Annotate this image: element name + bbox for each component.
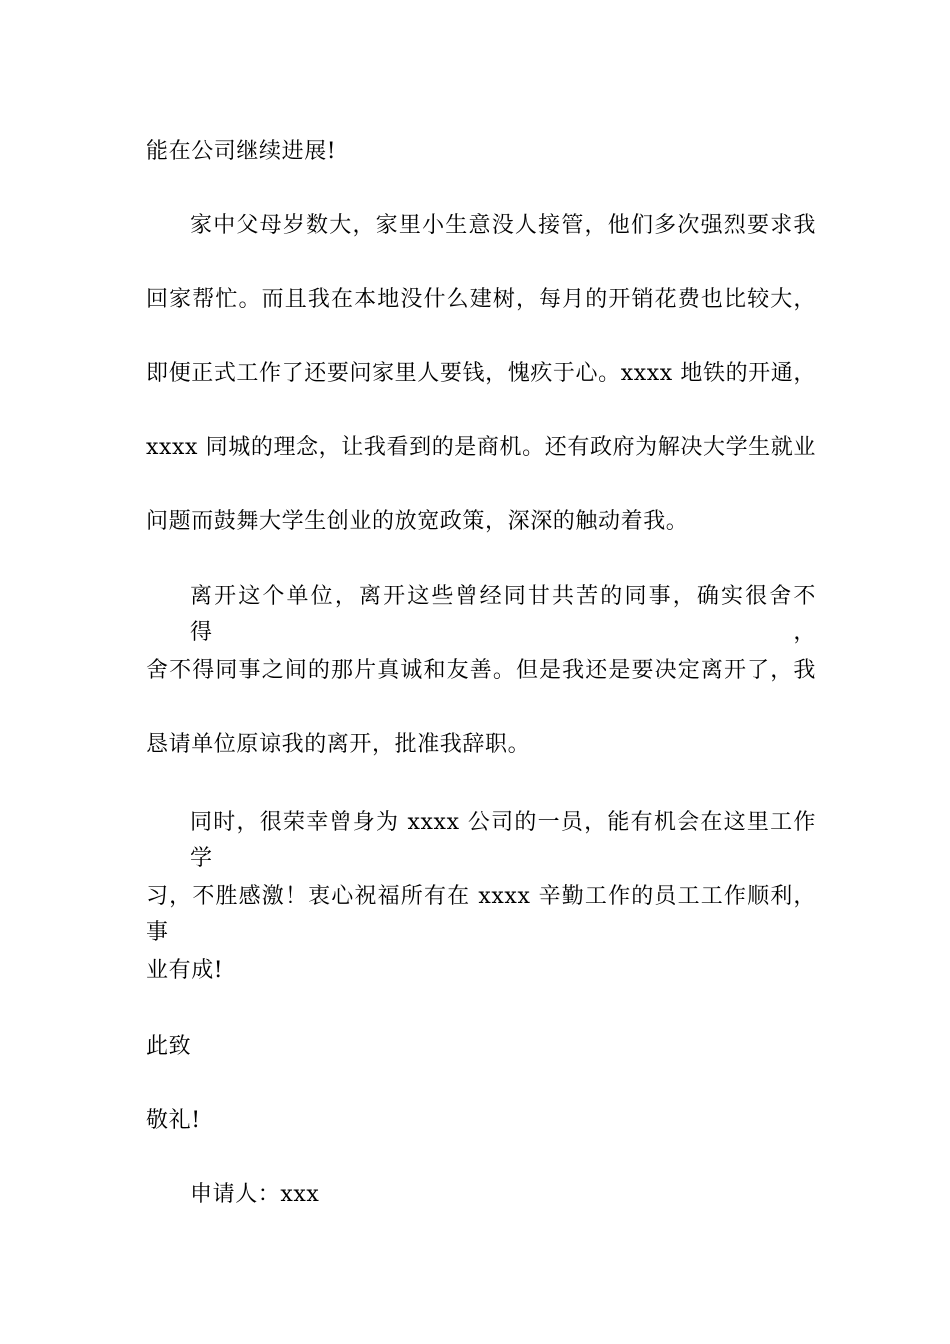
text-line-10: 同时，很荣幸曾身为 xxxx 公司的一员，能有机会在这里工作学 <box>190 810 816 871</box>
text-line-2: 家中父母岁数大，家里小生意没人接管，他们多次强烈要求我 <box>190 213 816 238</box>
closing-salutation: 此致 <box>146 1034 192 1059</box>
closing-regards: 敬礼! <box>146 1108 201 1133</box>
text-line-7: 离开这个单位，离开这些曾经同甘共苦的同事，确实很舍不得， <box>190 584 816 645</box>
text-line-4: 即便正式工作了还要问家里人要钱，愧疚于心。xxxx 地铁的开通， <box>146 361 816 386</box>
applicant-signature: 申请人：xxx <box>190 1182 320 1207</box>
text-line-12: 业有成! <box>146 958 224 983</box>
text-line-1: 能在公司继续进展! <box>146 139 337 164</box>
text-line-9: 恳请单位原谅我的离开，批准我辞职。 <box>146 732 531 757</box>
text-line-11: 习，不胜感激！衷心祝福所有在 xxxx 辛勤工作的员工工作顺利，事 <box>146 884 816 945</box>
text-line-8: 舍不得同事之间的那片真诚和友善。但是我还是要决定离开了，我 <box>146 658 816 683</box>
text-line-3: 回家帮忙。而且我在本地没什么建树，每月的开销花费也比较大， <box>146 287 816 312</box>
text-line-6: 问题而鼓舞大学生创业的放宽政策，深深的触动着我。 <box>146 509 689 534</box>
text-line-5: xxxx 同城的理念，让我看到的是商机。还有政府为解决大学生就业 <box>146 435 816 460</box>
